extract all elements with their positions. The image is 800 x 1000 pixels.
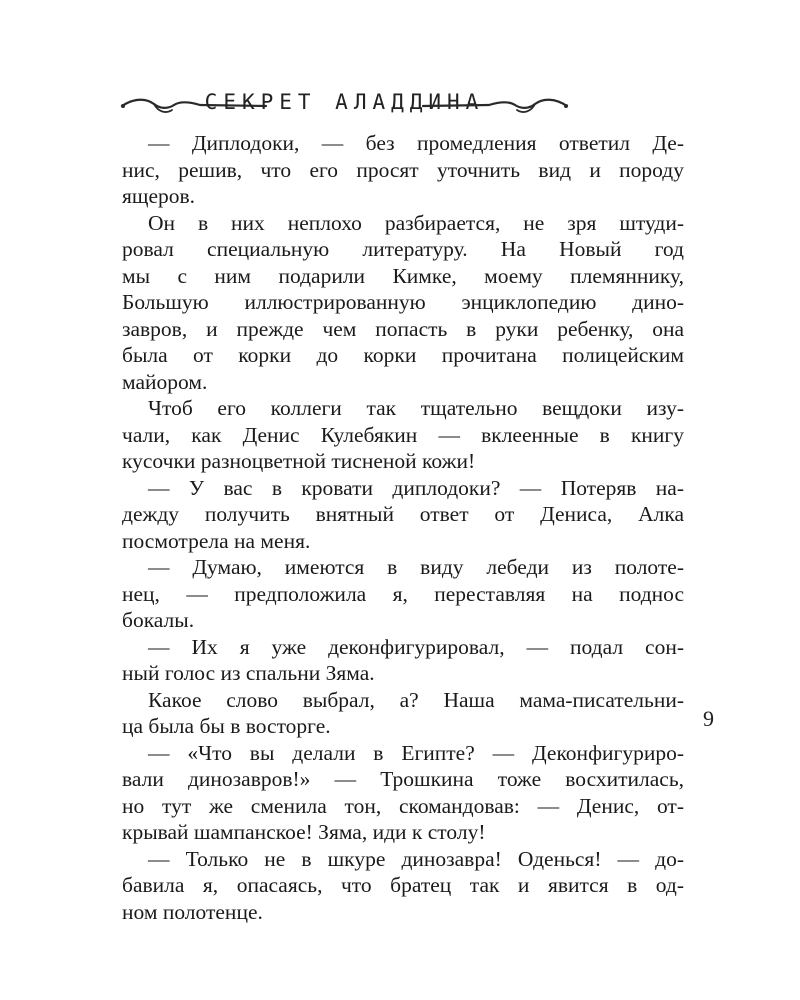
text-line: — У вас в кровати диплодоки? — Потеряв на-	[148, 475, 684, 500]
page-number: 9	[703, 706, 714, 731]
text-line: Он в них неплохо разбирается, не зря штуди-	[148, 210, 684, 235]
paragraph	[122, 130, 684, 210]
text-line: была от корки до корки прочитана полицейским	[122, 343, 684, 367]
text-line: крывай шампанское! Зяма, иди к столу!	[122, 820, 486, 844]
paragraph	[122, 687, 684, 740]
text-line: мы с ним подарили Кимке, моему племяннику,	[122, 263, 684, 288]
text-line: Большую иллюстрированную энциклопедию дино-	[122, 290, 684, 314]
paragraph	[122, 740, 684, 846]
text-line: ном полотенце.	[122, 899, 263, 924]
text-line: дежду получить внятный ответ от Дениса, Алка	[122, 502, 684, 526]
paragraph	[122, 210, 684, 396]
running-title: СЕКРЕТ АЛАДДИНА	[204, 90, 485, 114]
text-line: — Думаю, имеются в виду лебеди из полоте-	[148, 555, 684, 579]
text-line: — Только не в шкуре динозавра! Оденься! — до-	[148, 846, 684, 871]
text-line: ровал специальную литературу. На Новый год	[122, 237, 684, 261]
text-line: ный голос из спальни Зяма.	[122, 661, 375, 685]
text-line: Какое слово выбрал, а? Наша мама-писательни-	[148, 687, 684, 712]
body-text	[122, 130, 684, 925]
text-line: вали динозавров!» — Трошкина тоже восхитилась,	[122, 767, 684, 791]
paragraph	[122, 554, 684, 634]
text-line: Чтоб его коллеги так тщательно вещдоки изу-	[148, 396, 684, 420]
text-line: — Диплодоки, — без промедления ответил Де-	[148, 131, 684, 155]
flourish-right-ornament	[419, 94, 569, 116]
text-line: бокалы.	[122, 608, 195, 632]
text-line: нис, решив, что его просят уточнить вид и породу	[122, 157, 684, 182]
text-line: — «Что вы делали в Египте? — Деконфигуриро-	[148, 740, 684, 765]
text-line: кусочки разноцветной тисненой кожи!	[122, 449, 476, 473]
text-line: чали, как Денис Кулебякин — вклеенные в книгу	[122, 422, 684, 447]
paragraph	[122, 846, 684, 926]
text-line: но тут же сменила тон, скомандовав: — Денис, от-	[122, 793, 684, 818]
text-line: — Их я уже деконфигурировал, — подал сон-	[148, 634, 684, 659]
text-line: ящеров.	[122, 184, 196, 208]
text-line: нец, — предположила я, переставляя на поднос	[122, 581, 684, 606]
text-line: завров, и прежде чем попасть в руки ребенку, она	[122, 316, 684, 341]
text-line: ца была бы в восторге.	[122, 714, 331, 738]
running-header	[112, 88, 577, 124]
text-line: посмотрела на меня.	[122, 528, 311, 553]
text-line: бавила я, опасаясь, что братец так и явится в од-	[122, 873, 684, 897]
text-line: майором.	[122, 369, 208, 394]
paragraph	[122, 634, 684, 687]
paragraph	[122, 475, 684, 555]
paragraph	[122, 395, 684, 475]
